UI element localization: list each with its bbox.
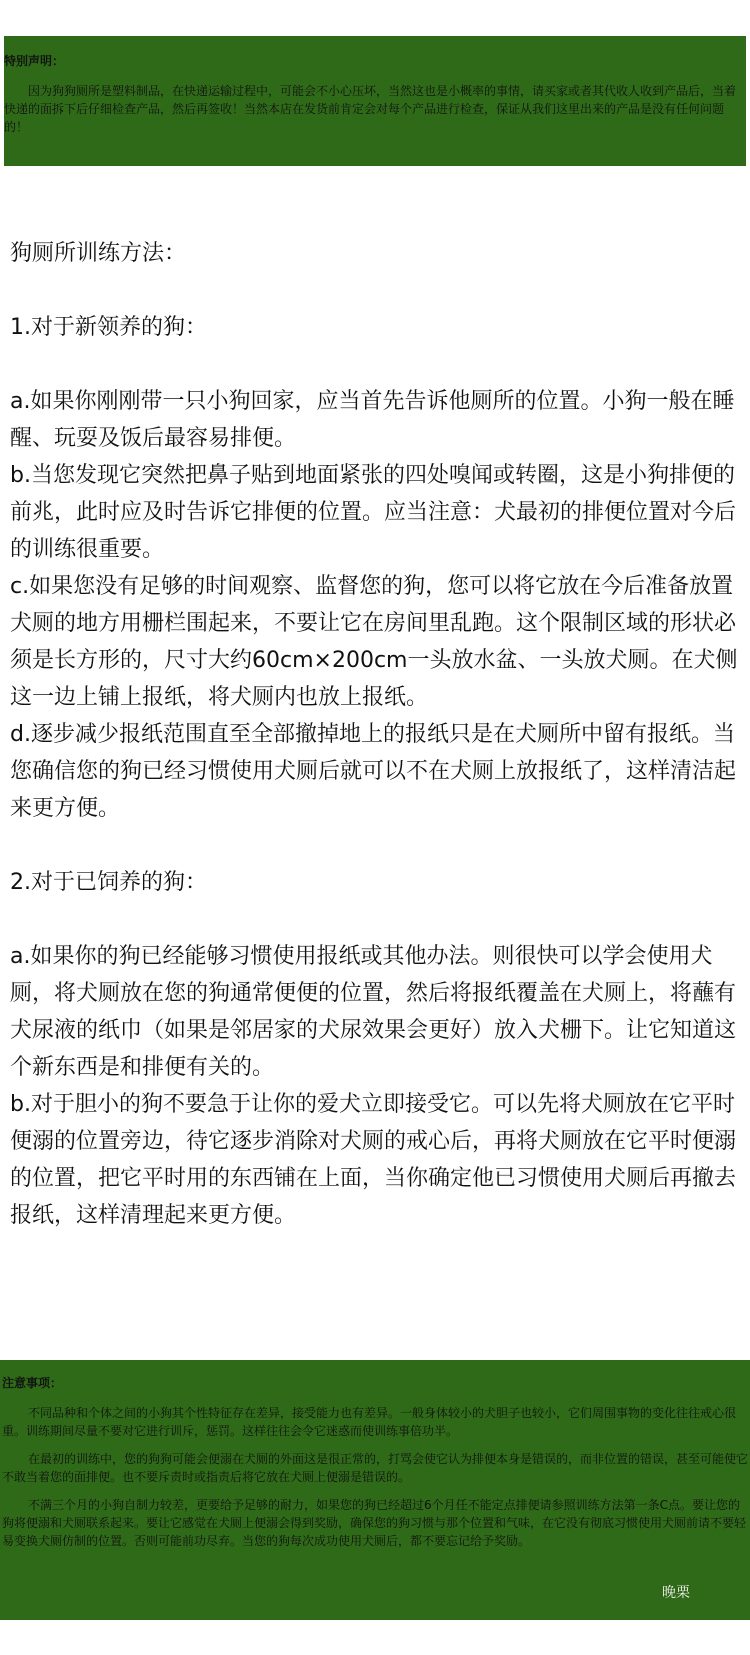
section-1-item-b: b.当您发现它突然把鼻子贴到地面紧张的四处嗅闻或转圈，这是小狗排便的前兆，此时应及时告诉它排便的位置。应当注意：犬最初的排便位置对今后的训练很重要。 <box>10 463 737 562</box>
special-notice-box <box>4 36 746 166</box>
training-method-content <box>10 235 740 1234</box>
special-notice-title: 特别声明： <box>4 54 65 68</box>
section-1-item-d: d.逐步减少报纸范围直至全部撤掉地上的报纸只是在犬厕所中留有报纸。当您确信您的狗已经习惯使用犬厕后就可以不在犬厕上放报纸了，这样清洁起来更方便。 <box>10 722 737 821</box>
special-notice-text: 因为狗狗厕所是塑料制品，在快递运输过程中，可能会不小心压坏，当然这也是小概率的事情，请买家或者其代收人收到产品后，当着快递的面拆下后仔细检查产品，然后再签收！当然本店在发货前肯定会对每个产品进行检查，保证从我们这里出来的产品是没有任何问题的！ <box>4 84 737 134</box>
notes-box <box>0 1360 750 1620</box>
training-method-heading: 狗厕所训练方法： <box>10 241 187 266</box>
section-1-title: 1.对于新领养的狗： <box>10 315 207 340</box>
signature-text: 晚栗 <box>662 1585 690 1601</box>
notes-paragraph-3: 不满三个月的小狗自制力较差，更要给予足够的耐力，如果您的狗已经超过6个月任不能定点排便请参照训练方法第一条C点。要让您的狗将便溺和犬厕联系起来。要让它感觉在犬厕上便溺会得到奖励，确保您的狗习惯与那个位置和气味，在它没有彻底习惯使用犬厕前请不要轻易变换犬厕仿制的位置。否则可能前功尽弃。当您的狗每次成功使用犬厕后，都不要忘记给予奖励。 <box>2 1498 747 1548</box>
section-2-item-b: b.对于胆小的狗不要急于让你的爱犬立即接受它。可以先将犬厕放在它平时便溺的位置旁边，待它逐步消除对犬厕的戒心后，再将犬厕放在它平时便溺的位置，把它平时用的东西铺在上面，当你确定他已习惯使用犬厕后再撤去报纸，这样清理起来更方便。 <box>10 1092 737 1228</box>
section-2-title: 2.对于已饲养的狗： <box>10 870 207 895</box>
notes-paragraph-1: 不同品种和个体之间的小狗其个性特征存在差异，接受能力也有差异。一般身体较小的犬胆子也较小，它们周围事物的变化往往戒心很重。训练期间尽量不要对它进行训斥，惩罚。这样往往会令它迷惑而使训练事倍功半。 <box>2 1406 737 1438</box>
notes-title: 注意事项： <box>2 1376 63 1390</box>
section-2-item-a: a.如果你的狗已经能够习惯使用报纸或其他办法。则很快可以学会使用犬厕，将犬厕放在您的狗通常便便的位置，然后将报纸覆盖在犬厕上，将蘸有犬尿液的纸巾（如果是邻居家的犬尿效果会更好）放入犬栅下。让它知道这个新东西是和排便有关的。 <box>10 944 737 1080</box>
section-1-item-c: c.如果您没有足够的时间观察、监督您的狗，您可以将它放在今后准备放置犬厕的地方用栅栏围起来，不要让它在房间里乱跑。这个限制区域的形状必须是长方形的，尺寸大约60cm×200cm一头放水盆、一头放犬厕。在犬侧这一边上铺上报纸，将犬厕内也放上报纸。 <box>10 574 738 710</box>
notes-paragraph-2: 在最初的训练中，您的狗狗可能会便溺在犬厕的外面这是很正常的，打骂会使它认为排便本身是错误的，而非位置的错误，甚至可能使它不敢当着您的面排便。也不要斥责时或指责后将它放在犬厕上便溺是错误的。 <box>2 1452 749 1484</box>
section-1-item-a: a.如果你刚刚带一只小狗回家，应当首先告诉他厕所的位置。小狗一般在睡醒、玩耍及饭后最容易排便。 <box>10 389 735 451</box>
